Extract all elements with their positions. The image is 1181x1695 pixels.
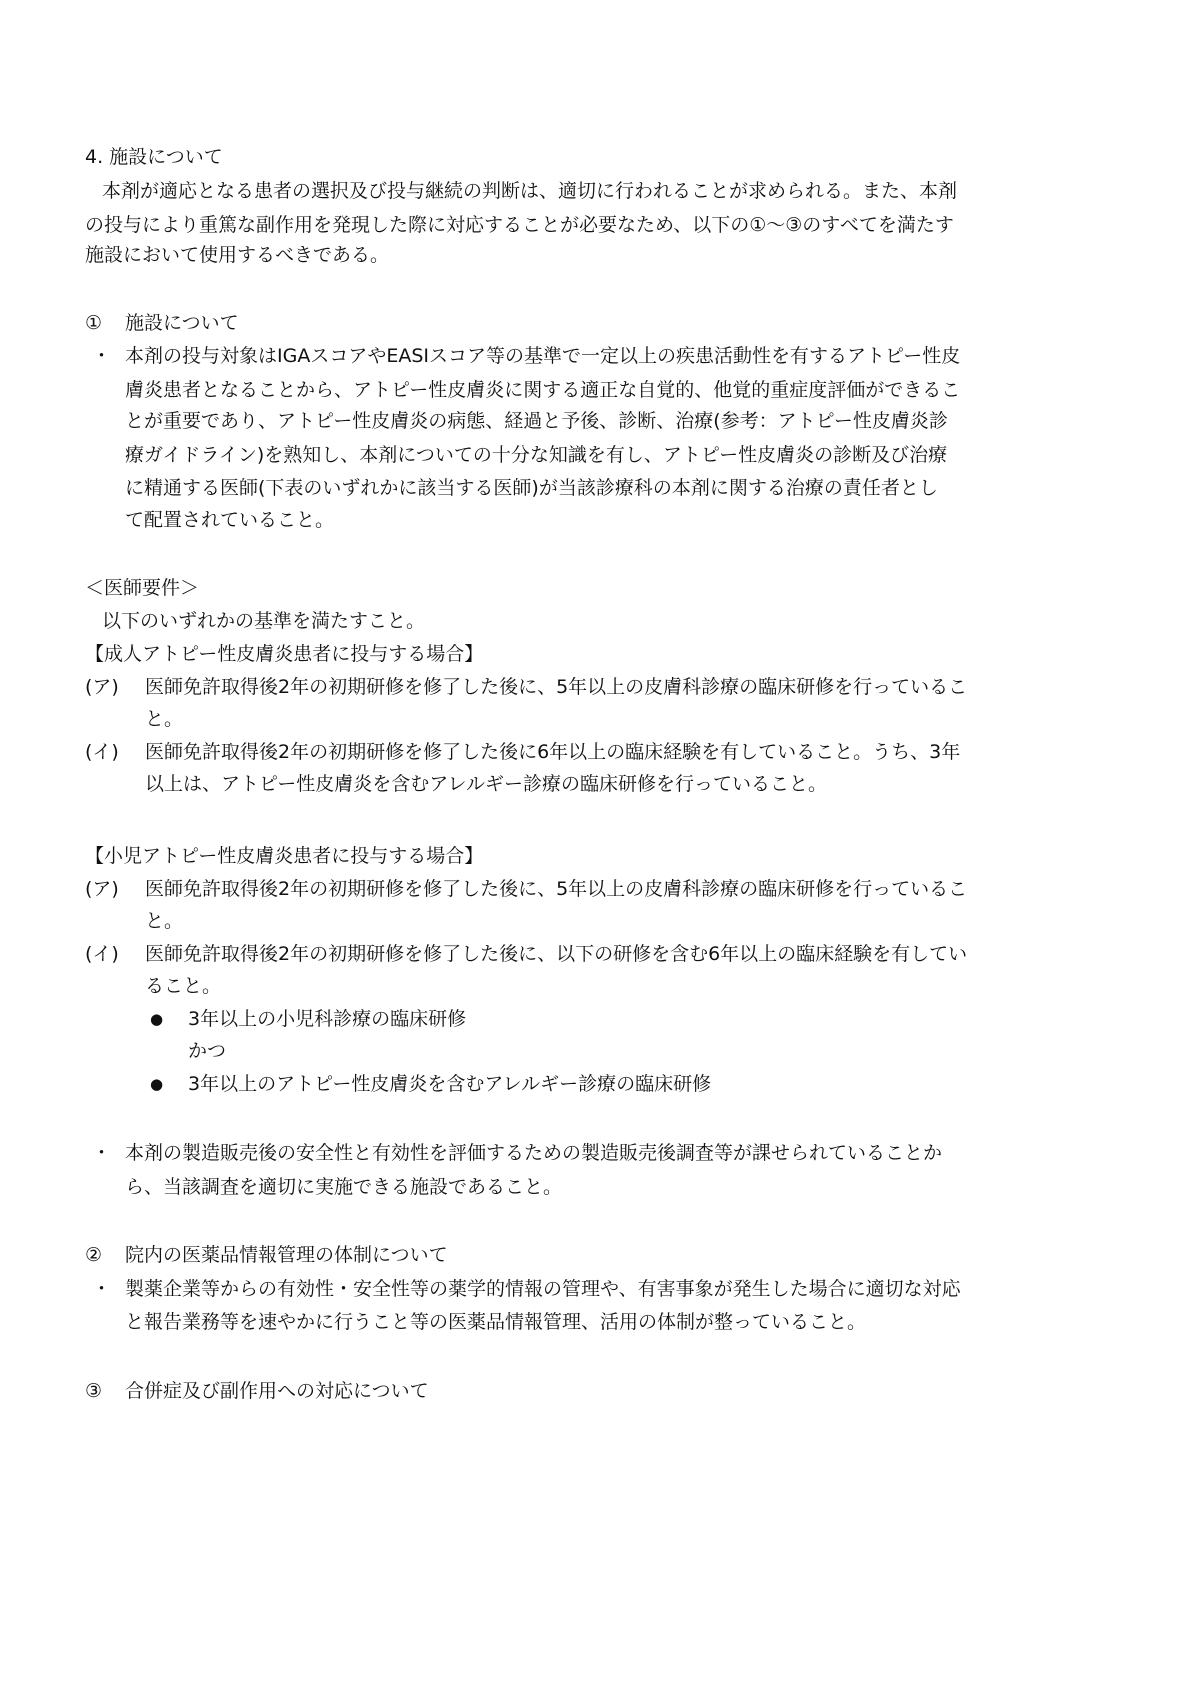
requirements-heading: ＜医師要件＞ bbox=[85, 577, 200, 599]
item2-marker: ② bbox=[85, 1244, 103, 1266]
section-heading: 4. 施設について bbox=[85, 146, 223, 168]
bullet-line: と報告業務等を速やかに行うこと等の医薬品情報管理、活用の体制が整っていること。 bbox=[125, 1311, 867, 1333]
requirements-intro: 以下のいずれかの基準を満たすこと。 bbox=[102, 610, 426, 632]
child-a-marker: (ア) bbox=[85, 878, 119, 900]
bullet-line: に精通する医師(下表のいずれかに該当する医師)が当該診療科の本剤に関する治療の責任者とし bbox=[125, 477, 938, 499]
bullet-dot-icon: ● bbox=[150, 1075, 164, 1093]
intro-line: 施設において使用するべきである。 bbox=[85, 244, 390, 266]
item3-title: 合併症及び副作用への対応について bbox=[125, 1380, 429, 1402]
adult-i-marker: (イ) bbox=[85, 741, 119, 763]
bullet-line: ら、当該調査を適切に実施できる施設であること。 bbox=[125, 1176, 563, 1198]
adult-i-line: 医師免許取得後2年の初期研修を修了した後に6年以上の臨床経験を有していること。うち、3年 bbox=[145, 741, 961, 763]
bullet-line: とが重要であり、アトピー性皮膚炎の病態、経過と予後、診断、治療(参考：アトピー性皮膚炎診 bbox=[125, 410, 948, 432]
bullet-line: 療ガイドライン)を熟知し、本剤についての十分な知識を有し、アトピー性皮膚炎の診断及び治療 bbox=[125, 444, 948, 466]
child-i-marker: (イ) bbox=[85, 943, 119, 965]
bullet-marker: ・ bbox=[92, 345, 112, 367]
bullet-dot-icon: ● bbox=[150, 1010, 164, 1028]
child-a-line: と。 bbox=[145, 910, 184, 932]
child-sub-item: 3年以上の小児科診療の臨床研修 bbox=[188, 1008, 467, 1030]
child-a-line: 医師免許取得後2年の初期研修を修了した後に、5年以上の皮膚科診療の臨床研修を行っているこ bbox=[145, 878, 968, 900]
bullet-line: 本剤の投与対象はIGAスコアやEASIスコア等の基準で一定以上の疾患活動性を有するアトピー性皮 bbox=[125, 345, 961, 367]
child-i-line: 医師免許取得後2年の初期研修を修了した後に、以下の研修を含む6年以上の臨床経験を有してい bbox=[145, 943, 968, 965]
intro-line: 本剤が適応となる患者の選択及び投与継続の判断は、適切に行われることが求められる。また、本剤 bbox=[102, 180, 958, 202]
intro-line: の投与により重篤な副作用を発現した際に対応することが必要なため、以下の①～③のすべてを満たす bbox=[85, 214, 954, 236]
bullet-line: 本剤の製造販売後の安全性と有効性を評価するための製造販売後調査等が課せられていることか bbox=[125, 1142, 943, 1164]
bullet-line: て配置されていること。 bbox=[125, 509, 335, 531]
child-heading: 【小児アトピー性皮膚炎患者に投与する場合】 bbox=[85, 845, 484, 867]
item3-marker: ③ bbox=[85, 1380, 103, 1402]
bullet-line: 膚炎患者となることから、アトピー性皮膚炎に関する適正な自覚的、他覚的重症度評価ができるこ bbox=[125, 379, 961, 401]
child-conjunction: かつ bbox=[188, 1040, 227, 1062]
adult-a-line: 医師免許取得後2年の初期研修を修了した後に、5年以上の皮膚科診療の臨床研修を行っているこ bbox=[145, 676, 968, 698]
item2-title: 院内の医薬品情報管理の体制について bbox=[125, 1244, 448, 1266]
child-sub-item: 3年以上のアトピー性皮膚炎を含むアレルギー診療の臨床研修 bbox=[188, 1073, 712, 1095]
adult-a-line: と。 bbox=[145, 708, 184, 730]
item1-title: 施設について bbox=[125, 312, 239, 334]
adult-a-marker: (ア) bbox=[85, 676, 119, 698]
bullet-line: 製薬企業等からの有効性・安全性等の薬学的情報の管理や、有害事象が発生した場合に適切な対応 bbox=[125, 1278, 961, 1300]
adult-heading: 【成人アトピー性皮膚炎患者に投与する場合】 bbox=[85, 643, 484, 665]
bullet-marker: ・ bbox=[92, 1278, 112, 1300]
bullet-marker: ・ bbox=[92, 1142, 112, 1164]
item1-marker: ① bbox=[85, 312, 103, 334]
adult-i-line: 以上は、アトピー性皮膚炎を含むアレルギー診療の臨床研修を行っていること。 bbox=[145, 773, 828, 795]
child-i-line: ること。 bbox=[145, 975, 222, 997]
